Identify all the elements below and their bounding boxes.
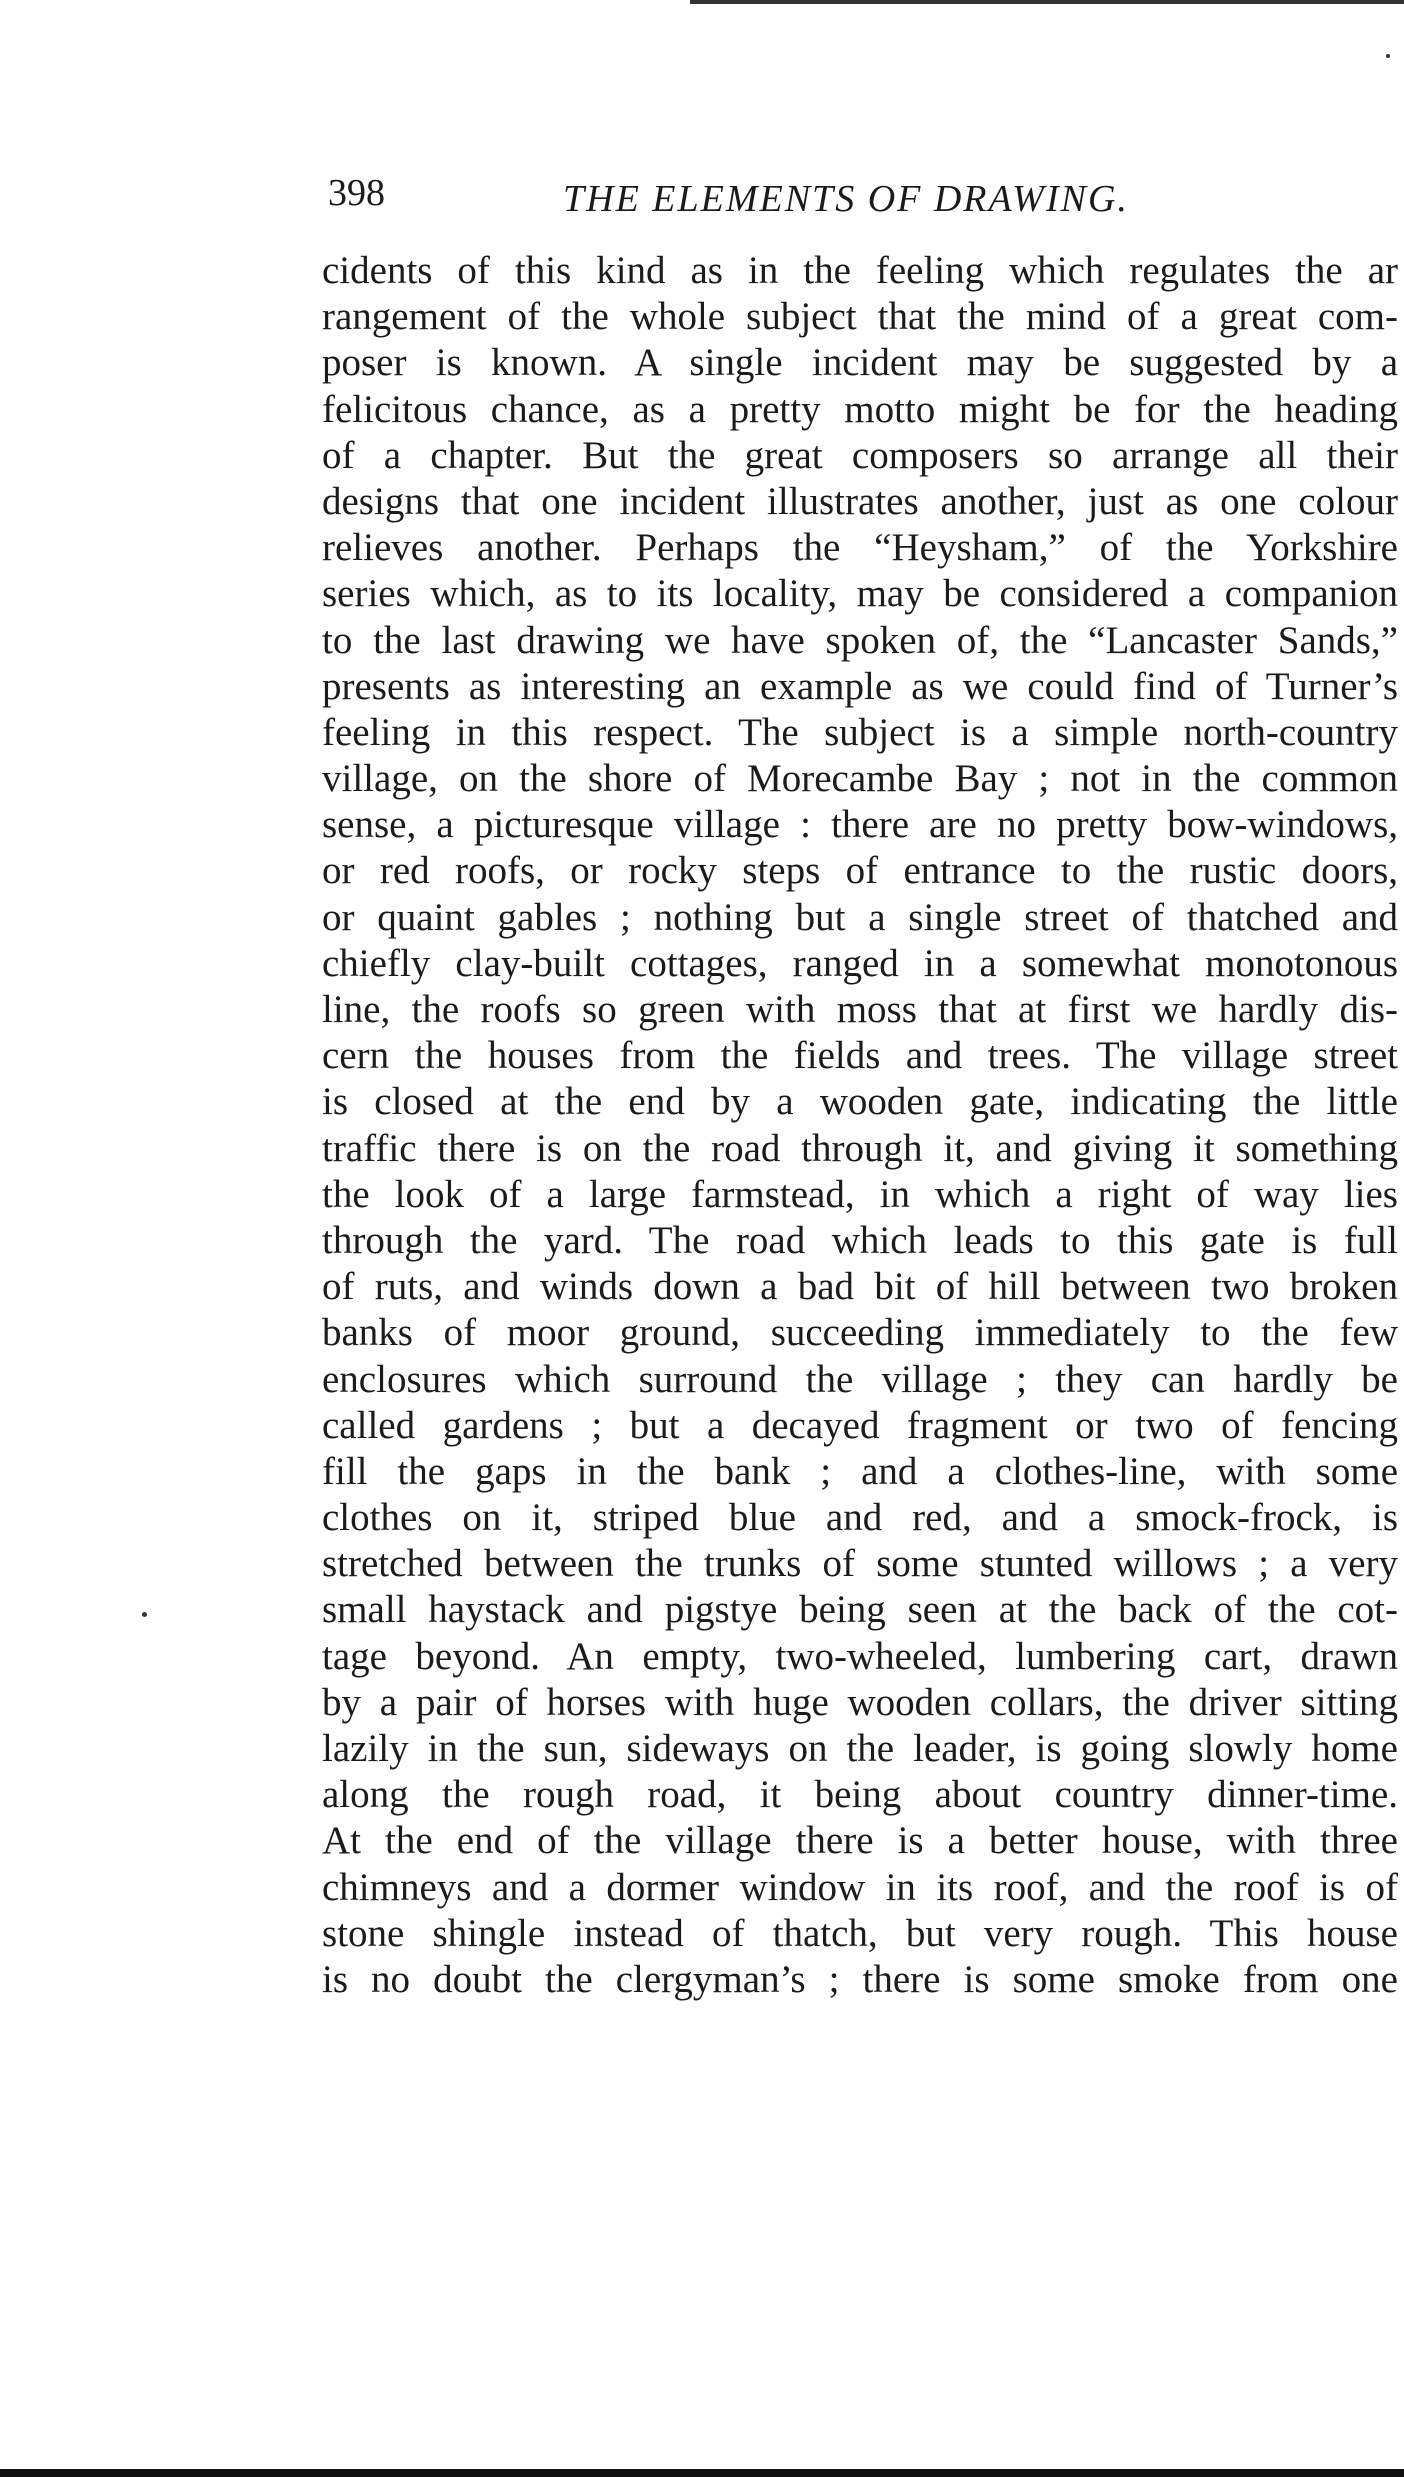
text-line: through the yard. The road which leads to this gate is full (322, 1218, 1398, 1262)
text-line: is no doubt the clergyman’s ; there is some smoke from one (322, 1957, 1398, 2001)
text-line: village, on the shore of Morecambe Bay ; not in the common (322, 757, 1398, 801)
text-line: feeling in this respect. The subject is a simple north-country (322, 710, 1398, 754)
text-line: cidents of this kind as in the feeling which regulates the ar (322, 249, 1398, 292)
text-line: banks of moor ground, succeeding immediately to the few (322, 1311, 1398, 1355)
text-line: felicitous chance, as a pretty motto might be for the heading (322, 387, 1398, 431)
text-line: stretched between the trunks of some stunted willows ; a very (322, 1542, 1398, 1586)
text-line: or red roofs, or rocky steps of entrance to the rustic doors, (322, 849, 1398, 893)
bottom-edge-rule (0, 2469, 1404, 2477)
text-line: presents as interesting an example as we could find of Turner’s (322, 664, 1398, 708)
page-number: 398 (328, 172, 385, 214)
text-line: line, the roofs so green with moss that at first we hardly dis- (322, 988, 1398, 1031)
text-line: cern the houses from the fields and trees. The village street (322, 1034, 1398, 1078)
text-line: to the last drawing we have spoken of, the “Lancaster Sands,” (322, 618, 1398, 662)
text-line: rangement of the whole subject that the mind of a great com- (322, 295, 1398, 339)
body-text (322, 248, 1398, 2003)
text-line: by a pair of horses with huge wooden collars, the driver sitting (322, 1680, 1398, 1724)
text-line: At the end of the village there is a better house, with three (322, 1819, 1398, 1863)
text-line: or quaint gables ; nothing but a single street of thatched and (322, 895, 1398, 939)
text-line: relieves another. Perhaps the “Heysham,” of the Yorkshire (322, 526, 1398, 570)
running-title: THE ELEMENTS OF DRAWING. (563, 178, 1129, 220)
text-line: the look of a large farmstead, in which a right of way lies (322, 1172, 1398, 1216)
text-line: chimneys and a dormer window in its roof, and the roof is of (322, 1865, 1398, 1909)
text-line: is closed at the end by a wooden gate, indicating the little (322, 1080, 1398, 1124)
text-line: poser is known. A single incident may be suggested by a (322, 341, 1398, 385)
text-line: sense, a picturesque village : there are no pretty bow-windows, (322, 803, 1398, 847)
text-line: along the rough road, it being about country dinner-time. (322, 1773, 1398, 1817)
ink-speck (1386, 54, 1390, 58)
text-line: of a chapter. But the great composers so arrange all their (322, 433, 1398, 477)
text-line: chiefly clay-built cottages, ranged in a somewhat monotonous (322, 941, 1398, 985)
text-line: small haystack and pigstye being seen at the back of the cot- (322, 1588, 1398, 1632)
text-line: fill the gaps in the bank ; and a clothes-line, with some (322, 1449, 1398, 1493)
text-line: designs that one incident illustrates another, just as one colour (322, 479, 1398, 523)
text-line: stone shingle instead of thatch, but very rough. This house (322, 1911, 1398, 1955)
text-line: called gardens ; but a decayed fragment or two of fencing (322, 1403, 1398, 1447)
ink-speck (142, 1612, 147, 1617)
top-edge-rule (690, 0, 1404, 4)
page-header (328, 168, 1398, 228)
text-line: clothes on it, striped blue and red, and a smock-frock, is (322, 1496, 1398, 1540)
text-line: series which, as to its locality, may be considered a companion (322, 572, 1398, 616)
text-line: enclosures which surround the village ; they can hardly be (322, 1357, 1398, 1401)
text-line: traffic there is on the road through it, and giving it something (322, 1126, 1398, 1170)
text-line: lazily in the sun, sideways on the leader, is going slowly home (322, 1727, 1398, 1770)
text-line: of ruts, and winds down a bad bit of hill between two broken (322, 1265, 1398, 1309)
text-line: tage beyond. An empty, two-wheeled, lumbering cart, drawn (322, 1634, 1398, 1678)
